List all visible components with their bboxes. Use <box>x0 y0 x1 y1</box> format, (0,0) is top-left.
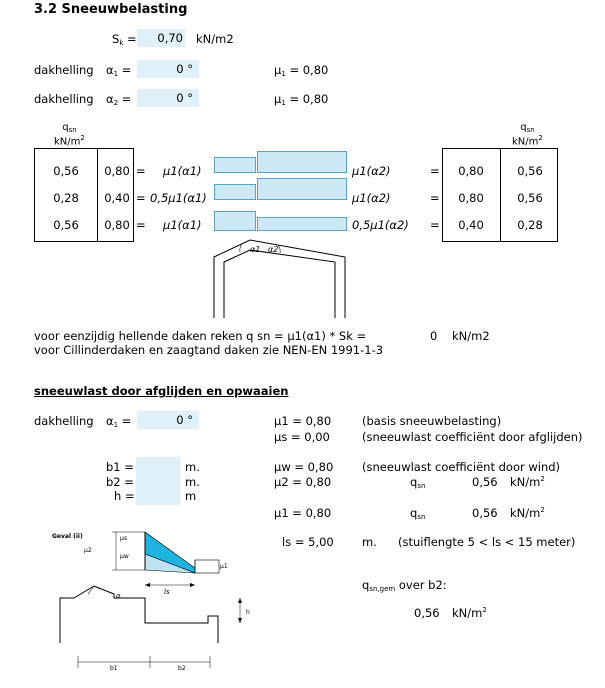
sk-input[interactable]: 0,70 <box>137 29 185 47</box>
left-table-cell: 0,28 <box>53 191 79 205</box>
diag-b1: b1 <box>110 665 118 672</box>
roof-alpha2: α2 <box>268 245 279 254</box>
s2-q1-unit: $kN/m^2$ <box>510 475 545 489</box>
note-eenzijdig: voor eenzijdig hellende daken reken q sn = μ1(α1) * Sk = <box>34 329 367 343</box>
load-bar-right <box>257 178 347 200</box>
alpha1-label: $\alpha_1$ = <box>106 63 132 78</box>
diag-b2: b2 <box>178 665 186 672</box>
left-table-cell: 0,80 <box>104 164 130 178</box>
diag-mu-1: μ1 <box>220 563 228 570</box>
left-formula: 0,5μ1(α1) <box>150 191 207 205</box>
right-table-cell: 0,80 <box>458 164 484 178</box>
left-table-cell: 0,56 <box>53 218 79 232</box>
eq-sign: = <box>136 218 146 232</box>
mu1-row2: $\mu_1 = 0,80$ <box>274 92 329 107</box>
eq-sign: = <box>430 164 440 178</box>
diag-mu-2: μ2 <box>84 547 92 554</box>
load-bar-left <box>214 211 256 231</box>
left-table-cell: 0,56 <box>53 164 79 178</box>
b2-unit: m. <box>185 475 200 489</box>
s2-mu2: μ2 = 0,80 <box>274 475 332 489</box>
s2-dakhelling-label: dakhelling <box>34 414 94 428</box>
s2-ls-unit: m. <box>362 535 377 549</box>
s2-qgem-label: $q_{sn,gem}$ over b2: <box>362 578 447 593</box>
s2-alpha-label: $\alpha_1$ = <box>106 414 132 429</box>
diag-h: h <box>246 609 250 616</box>
diag-mu-s: μs <box>120 535 127 542</box>
b1-unit: m. <box>185 460 200 474</box>
page-title: 3.2 Sneeuwbelasting <box>34 2 188 17</box>
b1-b2-h-input[interactable] <box>136 457 180 505</box>
load-bar-left <box>214 157 256 173</box>
left-table-cell: 0,40 <box>104 191 130 205</box>
right-table-cell: 0,80 <box>458 191 484 205</box>
load-bar-right <box>257 217 347 231</box>
roof-building-diagram <box>200 232 360 322</box>
right-formula: 0,5μ1(α2) <box>352 218 409 232</box>
eq-sign: = <box>136 164 146 178</box>
s2-alpha-input[interactable]: 0 ° <box>137 411 199 429</box>
note-cilinder: voor Cillinderdaken en zaagtand daken zie NEN-EN 1991-1-3 <box>34 343 384 357</box>
s2-ls-note: (stuiflengte 5 < ls < 15 meter) <box>398 535 576 549</box>
roof-alpha1: α1 <box>250 245 261 254</box>
dakhelling-label-1: dakhelling <box>34 63 94 77</box>
s2-mu1: μ1 = 0,80 <box>274 414 332 428</box>
diag-ls: ls <box>164 588 170 596</box>
load-bar-left <box>214 184 256 200</box>
note-eenzijdig-value: 0 <box>430 329 438 343</box>
right-formula: μ1(α2) <box>352 191 391 205</box>
left-table-cell: 0,80 <box>104 218 130 232</box>
drift-diagram <box>50 528 280 688</box>
diag-alpha: α <box>116 592 121 600</box>
h-unit: m <box>185 489 197 503</box>
s2-qgem-unit: $kN/m^2$ <box>452 606 487 620</box>
s2-q1-label: $q_{sn}$ <box>410 475 426 490</box>
right-table-cell: 0,40 <box>458 218 484 232</box>
s2-q2-unit: $kN/m^2$ <box>510 506 545 520</box>
sk-label: $S_k$ = <box>112 32 137 47</box>
section2-title: sneeuwlast door afglijden en opwaaien <box>34 384 289 398</box>
note-eenzijdig-unit: kN/m2 <box>452 329 490 343</box>
eq-sign: = <box>430 218 440 232</box>
h-label: h = <box>114 489 135 503</box>
left-formula: μ1(α1) <box>163 218 202 232</box>
qsn-header-left: $q_{sn}$ $kN/m^2$ <box>54 122 85 148</box>
s2-ls: ls = 5,00 <box>282 535 334 549</box>
alpha2-label: $\alpha_2$ = <box>106 92 132 107</box>
diag-mu-w: μw <box>120 553 129 560</box>
s2-muw-note: (sneeuwlast coefficiënt door wind) <box>362 460 561 474</box>
s2-mus: μs = 0,00 <box>274 430 330 444</box>
s2-mus-note: (sneeuwlast coefficiënt door afglijden) <box>362 430 583 444</box>
s2-mu1b: μ1 = 0,80 <box>274 506 332 520</box>
s2-muw: μw = 0,80 <box>274 460 334 474</box>
load-bar-right <box>257 151 347 173</box>
s2-q1-value: 0,56 <box>472 475 498 489</box>
sk-unit: kN/m2 <box>196 32 234 46</box>
alpha2-input[interactable]: 0 ° <box>137 89 199 107</box>
s2-q2-label: $q_{sn}$ <box>410 506 426 521</box>
right-table-cell: 0,28 <box>517 218 543 232</box>
left-formula: μ1(α1) <box>163 164 202 178</box>
b2-label: b2 = <box>106 475 134 489</box>
geval-label: Geval (ii) <box>52 533 83 540</box>
eq-sign: = <box>430 191 440 205</box>
mu1-row1: $\mu_1 = 0,80$ <box>274 63 329 78</box>
s2-q2-value: 0,56 <box>472 506 498 520</box>
b1-label: b1 = <box>106 460 134 474</box>
qsn-header-right: $q_{sn}$ $kN/m^2$ <box>512 122 543 148</box>
s2-mu1-note: (basis sneeuwbelasting) <box>362 414 502 428</box>
right-table-cell: 0,56 <box>517 191 543 205</box>
eq-sign: = <box>136 191 146 205</box>
right-formula: μ1(α2) <box>352 164 391 178</box>
s2-qgem-value: 0,56 <box>414 606 440 620</box>
right-table-cell: 0,56 <box>517 164 543 178</box>
dakhelling-label-2: dakhelling <box>34 92 94 106</box>
alpha1-input[interactable]: 0 ° <box>137 60 199 78</box>
